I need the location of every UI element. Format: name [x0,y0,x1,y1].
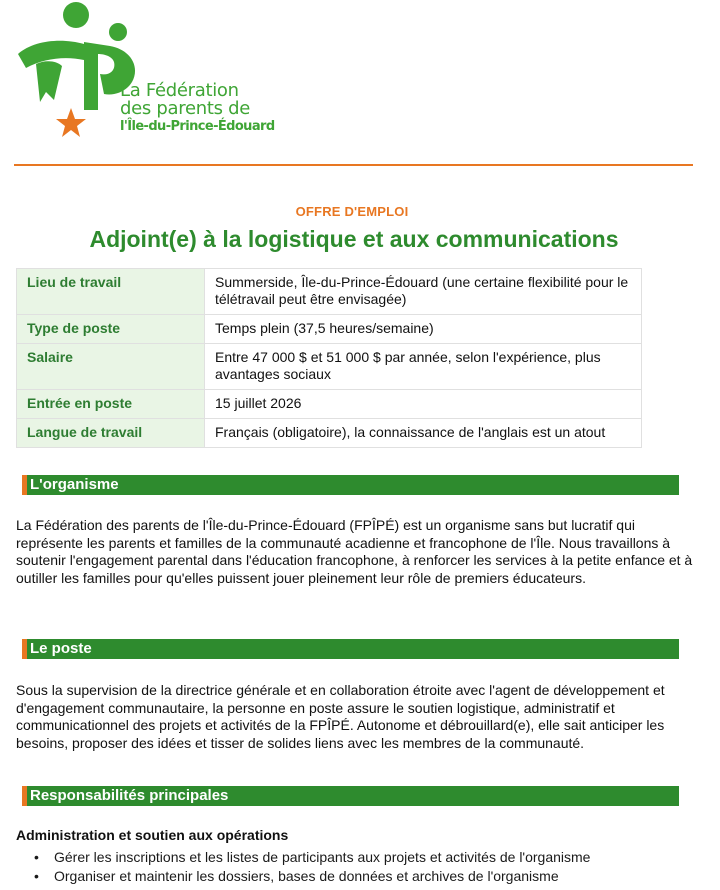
logo-line-3: l'Île-du-Prince-Édouard [120,119,275,134]
fpipe-logo [14,2,275,144]
list-item-text: Gérer les inscriptions et les listes de participants aux projets et activités de l'organisme [54,849,591,865]
detail-value: Summerside, Île-du-Prince-Édouard (une certaine flexibilité pour le télétravail peut être envisagée) [205,269,642,315]
list-item-text: Organiser et maintenir les dossiers, bases de données et archives de l'organisme [54,868,559,884]
logo-line-1: La Fédération [120,80,239,101]
table-row [17,315,642,344]
responsabilites-subheading: Administration et soutien aux opérations [16,827,289,843]
logo-wordmark [120,82,275,136]
detail-value: Entre 47 000 $ et 51 000 $ par année, selon l'expérience, plus avantages sociaux [205,344,642,390]
section-heading-organisme: L'organisme [22,475,679,495]
detail-value: Français (obligatoire), la connaissance de l'anglais est un atout [205,419,642,448]
table-row [17,390,642,419]
detail-label: Lieu de travail [17,269,205,315]
posting-eyebrow: OFFRE D'EMPLOI [295,204,409,219]
section-heading-poste: Le poste [22,639,679,659]
detail-value: 15 juillet 2026 [205,390,642,419]
table-row [17,269,642,315]
table-row [17,419,642,448]
poste-paragraph: Sous la supervision de la directrice générale et en collaboration étroite avec l'agent de développement et d'engagement communautaire, la personne en poste assure le soutien logistique, administratif et communicationnel des projets et activités de la FPÎPÉ. Autonome et débrouillard(e), elle sait anticiper les besoins, proposer des idées et tisser de solides liens avec les membres de la communauté. [16,682,665,751]
detail-value: Temps plein (37,5 heures/semaine) [205,315,642,344]
list-item [16,848,696,867]
detail-label: Salaire [17,344,205,390]
list-item [16,867,696,886]
section-heading-responsabilites: Responsabilités principales [22,786,679,806]
detail-label: Langue de travail [17,419,205,448]
job-details-table [16,268,642,448]
detail-label: Type de poste [17,315,205,344]
organisme-paragraph: La Fédération des parents de l'Île-du-Prince-Édouard (FPÎPÉ) est un organisme sans but lucratif qui représente les parents et familles de la communauté acadienne et francophone de l'Île. Nous travaillons à soutenir l'engagement parental dans l'éducation francophone, à renforcer les services à la petite enfance et à outiller les familles pour qu'elles puissent jouer pleinement leur rôle de premiers éducateurs. [16,517,693,586]
table-row [17,344,642,390]
header-divider [14,164,693,166]
posting-title: Adjoint(e) à la logistique et aux communications [89,226,619,252]
responsabilites-list [16,848,696,886]
bullet-icon: • [34,868,39,884]
logo-line-2: des parents de [120,98,251,119]
detail-label: Entrée en poste [17,390,205,419]
bullet-icon: • [34,849,39,865]
